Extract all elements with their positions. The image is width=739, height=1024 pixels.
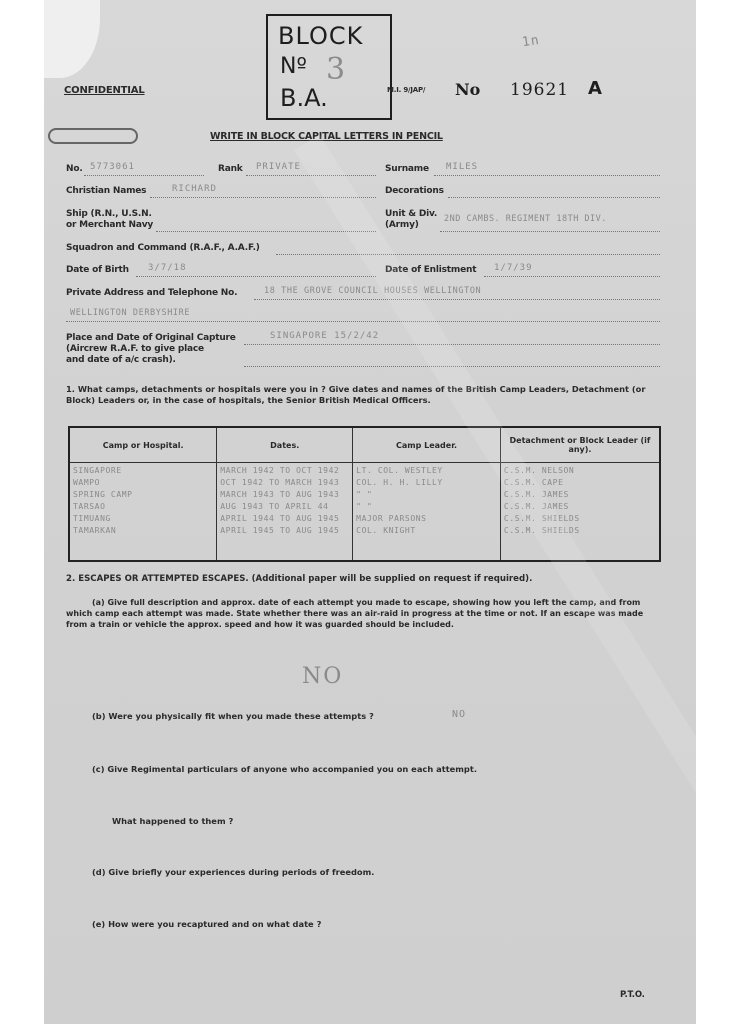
q2b-text: (b) Were you physically fit when you made these attempts ? [92, 711, 374, 721]
column-header: Camp Leader. [353, 427, 501, 463]
q2c-followup: What happened to them ? [112, 816, 234, 826]
unit-label-2: (Army) [385, 220, 419, 230]
stamp-number-sign: Nº [280, 54, 307, 79]
table-cell: MARCH 1942 TO OCT 1942 [220, 466, 340, 475]
block-stamp [266, 14, 392, 120]
form-code: M.I. 9/JAP/ [387, 86, 426, 94]
number-label: No [455, 80, 481, 99]
address-value-2: WELLINGTON DERBYSHIRE [70, 308, 191, 318]
q2a-answer: NO [302, 664, 344, 689]
q1-text: 1. What camps, detachments or hospitals were you in ? Give dates and names of the British Camp Leaders, Detachment (or Block) Leaders or, in the case of hospitals, the Senior British Medical Officers. [66, 384, 646, 405]
table-cell: SINGAPORE [73, 466, 122, 475]
ship-label-2: or Merchant Navy [66, 220, 154, 230]
rank-label: Rank [218, 164, 243, 174]
unit-label-1: Unit & Div. [385, 209, 438, 219]
table-cell: MAJOR PARSONS [356, 514, 427, 523]
decorations-label: Decorations [385, 186, 444, 196]
table-cell: WAMPO [73, 478, 101, 487]
column-header: Dates. [217, 427, 353, 463]
enlistment-label: Date of Enlistment [385, 265, 477, 275]
form-number: 19621 [510, 80, 570, 100]
camp-column [69, 463, 217, 562]
surname-label: Surname [385, 164, 429, 174]
dob-value: 3/7/18 [148, 263, 187, 273]
q2b-answer: NO [452, 709, 467, 720]
table-cell: TAMARKAN [73, 526, 117, 535]
table-cell: SPRING CAMP [73, 490, 133, 499]
table-cell: APRIL 1944 TO AUG 1945 [220, 514, 340, 523]
q2-heading: 2. ESCAPES OR ATTEMPTED ESCAPES. (Additional paper will be supplied on request if required). [66, 574, 533, 584]
capture-label-3: and date of a/c crash). [66, 355, 176, 365]
table-cell: C.S.M. CAPE [503, 478, 564, 487]
stamp-handwritten-number: 3 [326, 52, 346, 87]
unit-value: 2ND CAMBS. REGIMENT 18TH DIV. [444, 214, 607, 224]
confidential-label: CONFIDENTIAL [64, 85, 145, 96]
christian-names-value: RICHARD [172, 184, 217, 194]
table-cell: LT. COL. WESTLEY [356, 466, 443, 475]
capture-label-2: (Aircrew R.A.F. to give place [66, 344, 204, 354]
column-header: Camp or Hospital. [69, 427, 217, 463]
table-cell: TARSAO [73, 502, 106, 511]
address-value-1: 18 THE GROVE COUNCIL HOUSES WELLINGTON [264, 286, 482, 296]
table-cell: C.S.M. SHIELDS [503, 514, 580, 523]
table-cell: " " [356, 490, 373, 499]
address-label: Private Address and Telephone No. [66, 288, 238, 298]
table-cell: C.S.M. JAMES [503, 490, 569, 499]
stamp-ba-text: B.A. [280, 84, 328, 112]
squadron-label: Squadron and Command (R.A.F., A.A.F.) [66, 243, 260, 253]
q2d-text: (d) Give briefly your experiences during periods of freedom. [92, 867, 375, 877]
q2e-text: (e) How were you recaptured and on what date ? [92, 919, 322, 929]
tag-string [48, 128, 138, 144]
table-cell: C.S.M. NELSON [503, 466, 575, 475]
camp-leader-column [353, 463, 501, 562]
table-cell: MARCH 1943 TO AUG 1943 [220, 490, 340, 499]
form-page [44, 0, 696, 1024]
dates-column [217, 463, 353, 562]
instruction-heading: WRITE IN BLOCK CAPITAL LETTERS IN PENCIL [210, 131, 443, 142]
table-cell: OCT 1942 TO MARCH 1943 [220, 478, 340, 487]
table-cell: TIMUANG [73, 514, 111, 523]
torn-corner [44, 0, 100, 78]
table-cell: APRIL 1945 TO AUG 1945 [220, 526, 340, 535]
christian-names-label: Christian Names [66, 186, 147, 196]
table-cell: " " [356, 502, 373, 511]
no-value: 5773061 [90, 162, 135, 172]
stamp-block-text: BLOCK [278, 22, 364, 50]
table-cell: AUG 1943 TO APRIL 44 [220, 502, 329, 511]
rank-value: PRIVATE [256, 162, 301, 172]
surname-value: MILES [446, 162, 479, 172]
table-cell: COL. H. H. LILLY [356, 478, 443, 487]
capture-value: SINGAPORE 15/2/42 [270, 331, 380, 341]
no-label: No. [66, 164, 83, 174]
q2c-text: (c) Give Regimental particulars of anyone who accompanied you on each attempt. [92, 764, 477, 774]
corner-pencil-mark: 1n [521, 32, 541, 51]
q2a-text: (a) Give full description and approx. date of each attempt you made to escape, showing how you left the camp, and from which camp each attempt was made. State whether there was an air-raid in progress at the time or not. If an escape was made from a train or vehicle the approx. speed and how it was guarded should be included. [66, 598, 644, 629]
capture-label-1: Place and Date of Original Capture [66, 333, 236, 343]
table-cell: COL. KNIGHT [356, 526, 416, 535]
form-suffix: A [588, 78, 602, 99]
pto-label: P.T.O. [620, 990, 645, 1000]
column-header: Detachment or Block Leader (if any). [500, 427, 660, 463]
enlistment-value: 1/7/39 [494, 263, 533, 273]
dob-label: Date of Birth [66, 265, 129, 275]
table-cell: C.S.M. SHIELDS [503, 526, 580, 535]
table-cell: C.S.M. JAMES [503, 502, 569, 511]
ship-label-1: Ship (R.N., U.S.N. [66, 209, 152, 219]
